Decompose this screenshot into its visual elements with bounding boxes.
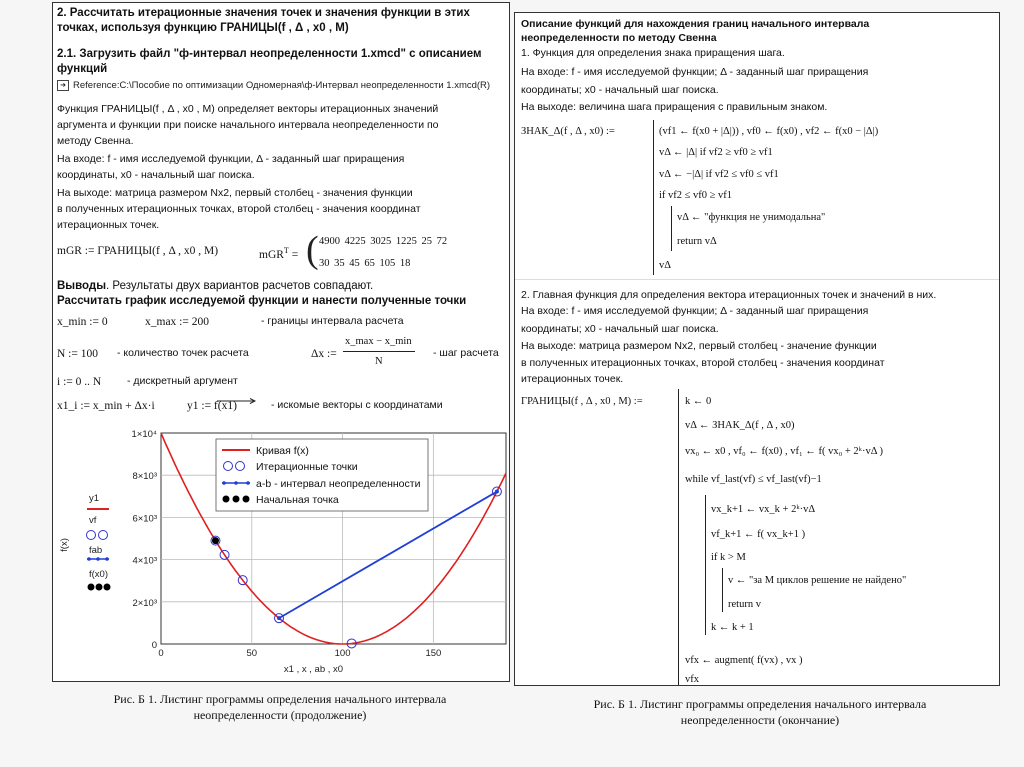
znak-line5: vΔ ← "функция не унимодальна" <box>677 212 826 223</box>
legend-swatch-interval-dot <box>246 481 250 485</box>
right-caption <box>520 696 1000 728</box>
matrix-row-1: 4900 4225 3025 1225 25 72 <box>319 236 448 247</box>
y-tick-label: 6×10³ <box>132 513 157 525</box>
input-line1: На входе: f - имя исследуемой функции, Δ - заданный шаг приращения <box>57 153 405 165</box>
subheading-line2: функций <box>57 63 108 75</box>
right-title-line2: неопределенности по методу Свенна <box>521 32 717 44</box>
granicy-program-bar <box>678 389 679 685</box>
matrix-row-2: 30 35 45 65 105 18 <box>319 258 411 269</box>
vector-note: - искомые векторы с координатами <box>271 399 443 411</box>
f2-title: 2. Главная функция для определения вектора итерационных точек и значений в них. <box>521 289 937 301</box>
trace-label-fab: fab <box>89 545 103 556</box>
znak-if-bar <box>671 206 672 251</box>
x1-definition: x1_i := x_min + Δx·i <box>57 400 155 412</box>
left-caption-line1: Рис. Б 1. Листинг программы определения начального интервала <box>113 692 447 706</box>
granicy-line1: k ← 0 <box>685 396 712 407</box>
right-listing-panel <box>514 12 1000 686</box>
desc-line3: методу Свенна. <box>57 135 134 147</box>
range-note: - границы интервала расчета <box>261 315 404 327</box>
legend-swatch-interval-dot <box>222 481 226 485</box>
trace-label-fx0: f(x0) <box>89 569 108 580</box>
granicy-while-bar <box>705 495 706 635</box>
reference-arrow-icon: ➜ <box>57 80 69 91</box>
reference-line[interactable] <box>57 80 490 91</box>
y-tick-label: 4×10³ <box>132 555 157 567</box>
i-definition: i := 0 .. N <box>57 376 102 388</box>
f2-output-line1: На выходе: матрица размером Nx2, первый столбец - значение функции <box>521 340 877 352</box>
granicy-line10: k ← k + 1 <box>711 622 754 633</box>
section-heading-line2: точках, используя функцию ГРАНИЦЫ(f , Δ , x0 , M) <box>57 22 349 34</box>
y1-definition: y1 := f(x1) <box>187 400 237 412</box>
legend-label: Начальная точка <box>256 494 339 506</box>
legend-swatch-interval-dot <box>234 481 238 485</box>
f1-title: 1. Функция для определения знака приращения шага. <box>521 47 785 59</box>
f1-output: На выходе: величина шага приращения с правильным знаком. <box>521 101 828 113</box>
start-point <box>212 537 219 544</box>
mgr-transpose: mGR$^T$ = <box>259 246 299 261</box>
f2-input-line2: координаты; x0 - начальный шаг поиска. <box>521 323 719 335</box>
trace-swatch-fx0 <box>88 584 95 591</box>
input-line2: координаты, x0 - начальный шаг поиска. <box>57 169 255 181</box>
granicy-line11: vfx ← augment( f(vx) , vx ) <box>685 655 803 666</box>
y-tick-label: 1×10⁴ <box>131 429 157 440</box>
desc-line2: аргумента и функции при поиске начального интервала неопределенности по <box>57 119 439 131</box>
granicy-line8: v ← "за M циклов решение не найдено" <box>728 575 907 586</box>
reference-path: Reference:C:\Пособие по оптимизации Одномерная\ф-Интервал неопределенности 1.xmcd(R) <box>73 80 491 92</box>
left-caption <box>60 691 500 723</box>
n-note: - количество точек расчета <box>117 347 249 359</box>
f2-output-line2: в полученных итерационных точках, второй столбец - значения координат <box>521 357 885 369</box>
znak-program-bar <box>653 120 654 275</box>
plot-heading: Рассчитать график исследуемой функции и нанести полученные точки <box>57 295 467 307</box>
legend-label: a-b - интервал неопределенности <box>256 478 421 490</box>
dx-numerator: x_max − x_min <box>345 336 412 347</box>
xmin-definition: x_min := 0 <box>57 316 108 328</box>
trace-label-y1: y1 <box>89 493 100 504</box>
legend-swatch-start <box>233 496 240 503</box>
x-tick-label: 150 <box>425 648 442 659</box>
znak-line2: vΔ ← |Δ| if vf2 ≥ vf0 ≥ vf1 <box>659 147 773 158</box>
x-tick-label: 50 <box>246 648 258 659</box>
f2-output-line3: итерационных точек. <box>521 373 624 385</box>
trace-swatch-fx0 <box>104 584 111 591</box>
granicy-line7: if k > M <box>711 552 746 563</box>
znak-line6: return vΔ <box>677 236 717 247</box>
interval-ab-endpoint <box>277 616 281 620</box>
f2-input-line1: На входе: f - имя исследуемой функции; Δ - заданный шаг приращения <box>521 305 869 317</box>
right-caption-line1: Рис. Б 1. Листинг программы определения начального интервала <box>593 697 927 711</box>
n-definition: N := 100 <box>57 348 98 360</box>
legend-swatch-start <box>243 496 250 503</box>
legend-swatch-start <box>223 496 230 503</box>
granicy-line3: vx₀ ← x0 , vf₀ ← f(x0) , vf₁ ← f( vx₀ + 2ᵏ·vΔ ) <box>685 446 884 457</box>
legend-label: Кривая f(x) <box>256 445 309 457</box>
conclusion: Выводы. Результаты двух вариантов расчетов совпадают. <box>57 280 374 292</box>
matrix-open-paren: ( <box>306 229 319 271</box>
granicy-line9: return v <box>728 599 761 610</box>
granicy-line4: while vf_last(vf) ≤ vf_last(vf)−1 <box>685 474 822 485</box>
output-line2: в полученных итерационных точках, второй столбец - значения координат <box>57 203 421 215</box>
znak-line3: vΔ ← −|Δ| if vf2 ≤ vf0 ≤ vf1 <box>659 169 779 180</box>
mgr-assignment: mGR := ГРАНИЦЫ(f , Δ , x0 , M) <box>57 245 219 257</box>
trace-swatch-fab-dot <box>105 557 109 561</box>
x-tick-label: 0 <box>158 648 164 659</box>
granicy-if-bar <box>722 568 723 612</box>
y-tick-label: 8×10³ <box>132 471 157 483</box>
trace-swatch-vf <box>99 531 108 540</box>
dx-fraction-bar <box>343 351 415 352</box>
trace-swatch-fx0 <box>96 584 103 591</box>
left-caption-line2: неопределенности (продолжение) <box>193 708 367 722</box>
trace-swatch-vf <box>87 531 96 540</box>
trace-swatch-fab-dot <box>96 557 100 561</box>
subheading-line1: 2.1. Загрузить файл "ф-интервал неопределенности 1.xmcd" с описанием <box>57 48 482 60</box>
granicy-header: ГРАНИЦЫ(f , Δ , x0 , M) := <box>521 396 643 407</box>
section-heading-line1: 2. Рассчитать итерационные значения точек и значения функции в этих <box>57 7 470 19</box>
f1-input-line2: координаты; x0 - начальный шаг поиска. <box>521 84 719 96</box>
granicy-line5: vx_k+1 ← vx_k + 2ᵏ·vΔ <box>711 504 816 515</box>
dx-denominator: N <box>375 356 383 367</box>
znak-line4: if vf2 ≤ vf0 ≥ vf1 <box>659 190 733 201</box>
znak-line1: (vf1 ← f(x0 + |Δ|)) , vf0 ← f(x0) , vf2 ← f(x0 − |Δ|) <box>659 126 879 137</box>
granicy-line6: vf_k+1 ← f( vx_k+1 ) <box>711 529 806 540</box>
desc-line1: Функция ГРАНИЦЫ(f , Δ , x0 , M) определяет векторы итерационных значений <box>57 103 439 115</box>
y-tick-label: 2×10³ <box>132 597 157 609</box>
trace-swatch-fab-dot <box>87 557 91 561</box>
y-tick-label: 0 <box>151 640 157 651</box>
y-axis-label: f(x) <box>59 538 70 552</box>
znak-line7: vΔ <box>659 260 672 271</box>
xmax-definition: x_max := 200 <box>145 316 209 328</box>
x-tick-label: 100 <box>334 648 351 659</box>
granicy-line2: vΔ ← ЗНАК_Δ(f , Δ , x0) <box>685 420 795 431</box>
i-note: - дискретный аргумент <box>127 375 238 387</box>
right-caption-line2: неопределенности (окончание) <box>680 713 840 727</box>
legend-label: Итерационные точки <box>256 461 358 473</box>
interval-ab-endpoint <box>495 490 499 494</box>
granicy-line12: vfx <box>685 674 699 685</box>
function-plot <box>53 425 509 679</box>
right-title-line1: Описание функций для нахождения границ начального интервала <box>521 18 870 30</box>
section-divider <box>515 279 999 280</box>
trace-label-vf: vf <box>89 515 97 526</box>
x-axis-label: x1 , x , ab , x0 <box>283 664 344 675</box>
left-listing-panel <box>52 2 510 682</box>
f1-input-line1: На входе: f - имя исследуемой функции; Δ - заданный шаг приращения <box>521 66 869 78</box>
output-line1: На выходе: матрица размером Nx2, первый столбец - значения функции <box>57 187 413 199</box>
dx-definition: Δx := <box>311 348 337 360</box>
znak-header: ЗНАК_Δ(f , Δ , x0) := <box>521 126 615 137</box>
dx-note: - шаг расчета <box>433 347 499 359</box>
output-line3: итерационных точек. <box>57 219 160 231</box>
